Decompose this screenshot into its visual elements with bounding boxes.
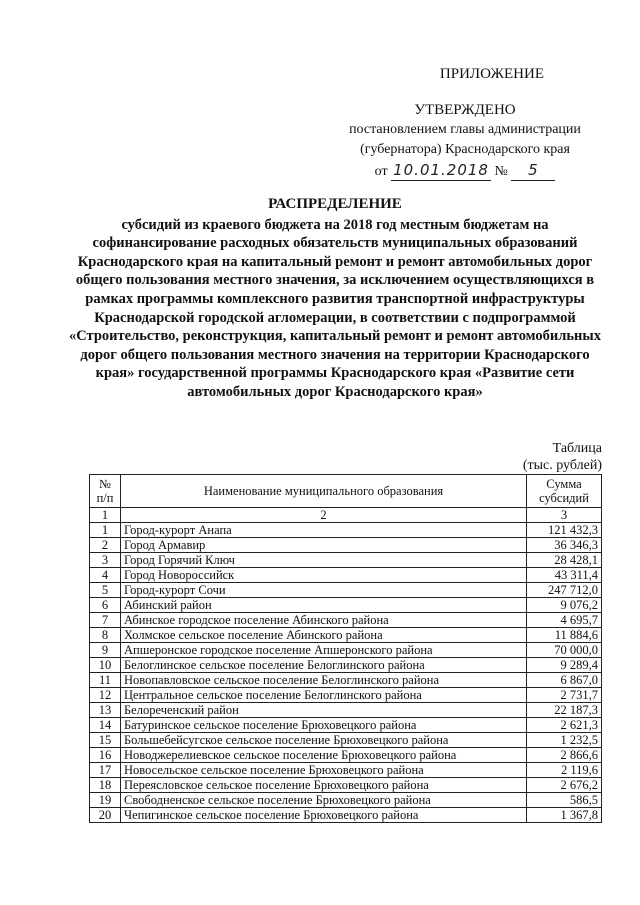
row-sum: 43 311,4 [527,568,602,583]
table-row [90,778,602,793]
row-name: Абинское городское поселение Абинского района [121,613,527,628]
header-num: № п/п [90,475,121,508]
row-name: Батуринское сельское поселение Брюховецкого района [121,718,527,733]
row-number: 13 [90,703,121,718]
table-row [90,733,602,748]
approval-block [330,64,600,182]
row-name: Новосельское сельское поселение Брюховецкого района [121,763,527,778]
row-name: Белореченский район [121,703,527,718]
row-number: 10 [90,658,121,673]
row-sum: 6 867,0 [527,673,602,688]
appendix-title: ПРИЛОЖЕНИЕ [439,66,544,82]
row-number: 7 [90,613,121,628]
table-row [90,808,602,823]
row-sum: 2 119,6 [527,763,602,778]
table-row [90,553,602,568]
row-number: 6 [90,598,121,613]
table-row [90,793,602,808]
table-row [90,718,602,733]
row-sum: 4 695,7 [527,613,602,628]
row-name: Город-курорт Сочи [121,583,527,598]
number-prefix: № [494,164,508,179]
row-sum: 2 621,3 [527,718,602,733]
index-cell: 1 [90,508,121,523]
row-name: Свободненское сельское поселение Брюховецкого района [121,793,527,808]
row-sum: 9 076,2 [527,598,602,613]
row-sum: 247 712,0 [527,583,602,598]
approved-label: УТВЕРЖДЕНО [414,102,516,118]
header-sum: Сумма субсидий [527,475,602,508]
row-number: 9 [90,643,121,658]
row-name: Город Горячий Ключ [121,553,527,568]
table-row [90,538,602,553]
row-sum: 1 367,8 [527,808,602,823]
subsidy-table [89,474,602,823]
row-sum: 1 232,5 [527,733,602,748]
row-number: 5 [90,583,121,598]
document-title [60,195,610,402]
row-name: Большебейсугское сельское поселение Брюховецкого района [121,733,527,748]
row-name: Чепигинское сельское поселение Брюховецкого района [121,808,527,823]
table-row [90,688,602,703]
row-sum: 70 000,0 [527,643,602,658]
title-body: субсидий из краевого бюджета на 2018 год местным бюджетам на софинансирование расходных обязательств муниципальных образований Краснодарского края на капитальный ремонт и ремонт автомобильных дорог общего пользования местного значения, за исключением осуществляющихся в рамках программы комплексного развития транспортной инфраструктуры Краснодарской городской агломерации, в соответствии с подпрограммой «Строительство, реконструкция, капитальный ремонт и ремонт автомобильных дорог общего пользования местного значения на территории Краснодарского края» государственной программы Краснодарского края «Развитие сети автомобильных дорог Краснодарского края» [69,216,601,400]
row-number: 1 [90,523,121,538]
row-number: 20 [90,808,121,823]
table-row [90,643,602,658]
approval-date-line [330,160,600,182]
row-number: 18 [90,778,121,793]
row-name: Город-курорт Анапа [121,523,527,538]
title-main: РАСПРЕДЕЛЕНИЕ [268,196,402,212]
table-body [90,523,602,823]
row-name: Апшеронское городское поселение Апшеронского района [121,643,527,658]
table-row [90,703,602,718]
row-name: Переясловское сельское поселение Брюховецкого района [121,778,527,793]
row-sum: 11 884,6 [527,628,602,643]
row-sum: 9 289,4 [527,658,602,673]
row-sum: 586,5 [527,793,602,808]
row-name: Город Новороссийск [121,568,527,583]
table-row [90,628,602,643]
table-row [90,523,602,538]
row-sum: 121 432,3 [527,523,602,538]
table-label-2: (тыс. рублей) [522,458,602,473]
row-name: Белоглинское сельское поселение Белоглинского района [121,658,527,673]
header-name: Наименование муниципального образования [121,475,527,508]
row-sum: 36 346,3 [527,538,602,553]
row-name: Новопавловское сельское поселение Белоглинского района [121,673,527,688]
approval-line-2: (губернатора) Краснодарского края [360,142,570,157]
row-name: Центральное сельское поселение Белоглинского района [121,688,527,703]
row-sum: 2 731,7 [527,688,602,703]
table-row [90,658,602,673]
row-number: 19 [90,793,121,808]
row-number: 15 [90,733,121,748]
table-row [90,748,602,763]
row-number: 14 [90,718,121,733]
row-number: 16 [90,748,121,763]
index-cell: 3 [527,508,602,523]
approval-line-1: постановлением главы администрации [349,122,581,137]
row-number: 17 [90,763,121,778]
row-number: 2 [90,538,121,553]
row-number: 11 [90,673,121,688]
row-number: 3 [90,553,121,568]
row-name: Абинский район [121,598,527,613]
row-number: 12 [90,688,121,703]
table-row [90,568,602,583]
table-label-1: Таблица [552,441,602,456]
table-row [90,673,602,688]
table-label [523,440,602,474]
table-row [90,598,602,613]
table-row [90,583,602,598]
row-sum: 2 866,6 [527,748,602,763]
row-number: 4 [90,568,121,583]
handwritten-date: 10.01.2018 [393,161,489,179]
row-name: Холмское сельское поселение Абинского района [121,628,527,643]
date-prefix: от [374,164,388,179]
row-name: Новоджерелиевское сельское поселение Брюховецкого района [121,748,527,763]
row-sum: 2 676,2 [527,778,602,793]
handwritten-number: 5 [511,160,555,181]
row-sum: 28 428,1 [527,553,602,568]
table-row [90,763,602,778]
row-sum: 22 187,3 [527,703,602,718]
row-name: Город Армавир [121,538,527,553]
index-cell: 2 [121,508,527,523]
table-row [90,613,602,628]
row-number: 8 [90,628,121,643]
